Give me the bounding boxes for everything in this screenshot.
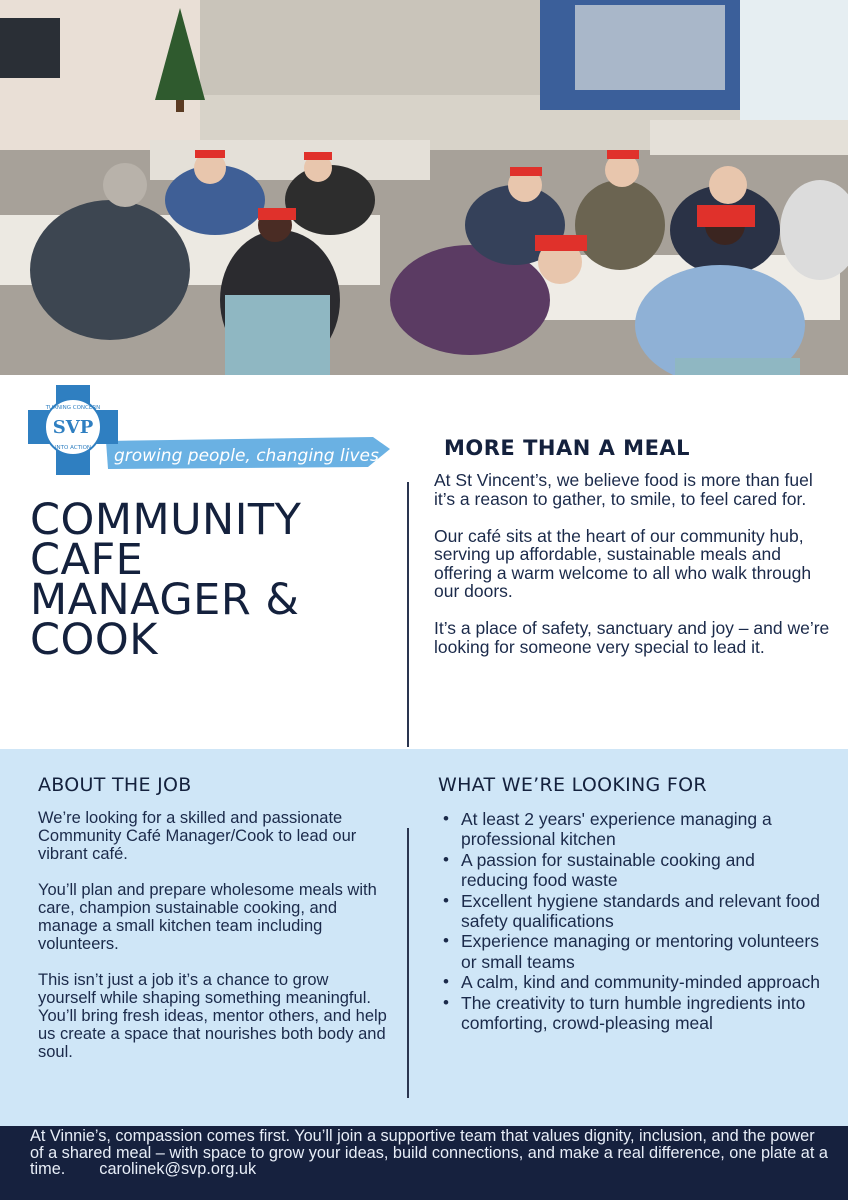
footer-message: At Vinnie’s, compassion comes first. You’ll join a supportive team that values dignity, inclusion, and the power of a shared meal – with space to grow your ideas, build connections, and make a real difference, one plate at a time. xyxy=(30,1127,828,1178)
list-item: • Excellent hygiene standards and relevant food safety qualifications xyxy=(440,891,820,932)
svp-logo xyxy=(28,385,408,475)
list-item: • A calm, kind and community-minded approach xyxy=(440,972,820,992)
list-item: • At least 2 years' experience managing a professional kitchen xyxy=(440,809,820,850)
contact-email[interactable]: carolinek@svp.org.uk xyxy=(99,1160,257,1178)
looking-for-list xyxy=(440,809,820,1033)
looking-for-heading: WHAT WE’RE LOOKING FOR xyxy=(438,774,707,796)
more-than-meal-body xyxy=(434,471,834,675)
list-item: • A passion for sustainable cooking and reducing food waste xyxy=(440,850,820,891)
about-job-paragraph: We’re looking for a skilled and passionate Community Café Manager/Cook to lead our vibrant café. xyxy=(38,809,357,863)
svp-logo-graphic xyxy=(28,385,408,475)
more-than-meal-paragraph: Our café sits at the heart of our community hub, serving up affordable, sustainable meals and offering a warm welcome to all who walk through our doors. xyxy=(434,525,812,601)
logo-tagline: growing people, changing lives xyxy=(114,446,379,466)
about-job-paragraph: You’ll plan and prepare wholesome meals with care, champion sustainable cooking, and manage a small kitchen team including volunteers. xyxy=(38,881,377,953)
job-title xyxy=(30,495,370,665)
footer-text xyxy=(30,1128,830,1178)
list-item: • Experience managing or mentoring volunteers or small teams xyxy=(440,931,820,972)
more-than-meal-paragraph: At St Vincent’s, we believe food is more than fuel it’s a reason to gather, to smile, to feel cared for. xyxy=(434,470,813,509)
dining-hall-photo xyxy=(0,0,848,375)
logo-circle-bottom: INTO ACTION xyxy=(54,445,92,451)
logo-circle-top: TURNING CONCERN xyxy=(45,405,101,411)
more-than-meal-paragraph: It’s a place of safety, sanctuary and joy – and we’re looking for someone very special to lead it. xyxy=(434,618,830,657)
column-divider-bottom xyxy=(407,828,409,1098)
about-job-body xyxy=(38,809,388,1079)
job-title-line: MANAGER & xyxy=(30,575,300,625)
about-job-heading: ABOUT THE JOB xyxy=(38,774,192,796)
job-title-line: COMMUNITY xyxy=(30,495,302,545)
logo-mark: SVP xyxy=(52,417,94,438)
about-job-paragraph: This isn’t just a job it’s a chance to grow yourself while shaping something meaningful. You’ll bring fresh ideas, mentor others, and help us create a space that nourishes both body and soul. xyxy=(38,971,387,1061)
job-title-line: CAFE xyxy=(30,535,144,585)
column-divider-top xyxy=(407,482,409,747)
list-item: • The creativity to turn humble ingredients into comforting, crowd-pleasing meal xyxy=(440,993,820,1034)
job-title-line: COOK xyxy=(30,615,158,665)
more-than-meal-heading: MORE THAN A MEAL xyxy=(444,436,691,460)
dining-hall-photo-illustration xyxy=(0,0,848,375)
